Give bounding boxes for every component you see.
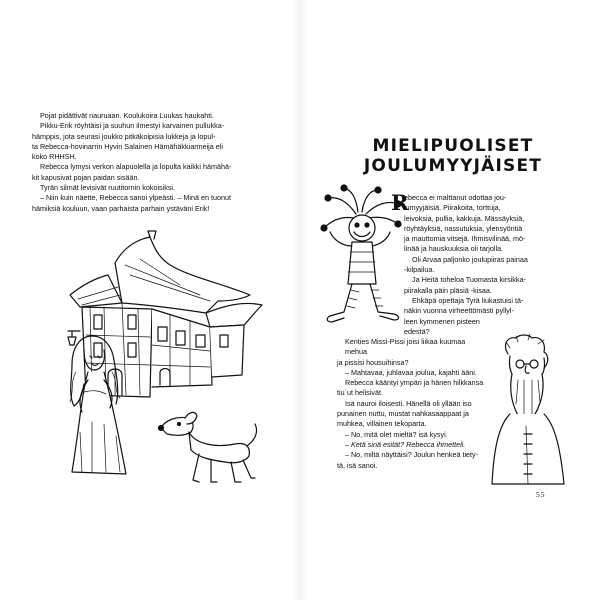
page-number: 55 xyxy=(536,490,546,499)
paragraph-line: linää ja hauskuuksia oli tarjolla. xyxy=(404,244,504,254)
long-haired-girl-drawing xyxy=(62,332,142,482)
paragraph-line: edestä? xyxy=(404,326,430,336)
paragraph-line: piirakalla päin pläsiä -kisaa. xyxy=(404,285,492,295)
paragraph-line: ebecca ei malttanut odottaa jou- xyxy=(404,193,507,202)
dog-drawing xyxy=(155,410,265,490)
paragraph-line: Ehkäpä opettaja Tyrä liukastuisi tä- xyxy=(412,295,524,305)
chapter-title xyxy=(348,136,558,176)
paragraph-line: hämppis, jota seurasi joukko pitkäkoipisia lukkeja ja lopul- xyxy=(32,131,216,141)
paragraph-line: tä, isä sanoi. xyxy=(337,460,378,470)
paragraph-line: – No, miltä näyttäisi? Joulun henkeä tiety- xyxy=(345,450,479,460)
paragraph-line: Rebecca kääntyi ympäri ja hänen hilkkansa xyxy=(345,378,484,388)
paragraph-line: -kilpailua. xyxy=(404,265,435,275)
paragraph-line: leivoksia, pullia, kakkuja. Mässäyksiä, xyxy=(404,213,525,223)
paragraph-line: ta Rebecca-hovinarrin Hyvin Salainen Hämähäkkiarmeija eli xyxy=(32,141,223,151)
paragraph-line: ja mauttomia vitsejä. Ihmisvilinää, mö- xyxy=(404,234,526,244)
paragraph-line: muhkea, villainen tekoparta. xyxy=(337,419,427,429)
chapter-title-line: MIELIPUOLISET xyxy=(372,136,534,156)
paragraph-line: Pikku-Erik röyhtäisi ja suuhun ilmestyi karvainen pullukka- xyxy=(40,121,225,131)
paragraph-line: – No, mitä olet mieltä? isä kysyi. xyxy=(345,429,448,439)
paragraph-line: Ja Heitä toheloa Tuomasta kirsikka- xyxy=(412,275,526,285)
paragraph-line: lumyyjäisiä. Piirakoita, torttuja, xyxy=(404,203,501,213)
paragraph-line: näkin vuonna virheettömästi pyllyl- xyxy=(404,306,514,316)
paragraph-line: punainen nuttu, mustat nahkasaappaat ja xyxy=(337,409,469,419)
paragraph-line: koko RHHSH. xyxy=(32,152,77,162)
paragraph-line: Oli Arvaa paljonko joulupiiras painaa xyxy=(412,254,528,264)
right-page-column-bottom xyxy=(337,337,489,471)
paragraph-line: Pojat pidättivät nauruaan. Koulukoira Luukas haukahti. xyxy=(40,111,214,120)
paragraph-line: – Mahtavaa, juhlavaa joulua, kajahti ääni. xyxy=(345,367,477,377)
paragraph-line: kit kapusivat pojan paidan sisään. xyxy=(32,172,140,182)
left-page-text xyxy=(32,111,274,214)
paragraph-line: ja pissisi housuihinsa? xyxy=(337,357,409,367)
paragraph-line: – Niin kuin näette, Rebecca sanoi ylpeästi. – Minä en tuonut xyxy=(40,193,231,203)
paragraph-line: Kenties Missi-Pissi joisi liikaa kuumaa mehua xyxy=(345,337,466,357)
paragraph-line: röyhtäyksiä, nassutuksia, ylensyöntiä xyxy=(404,223,523,233)
paragraph-line: hämiksiä kouluun, vaan parhaista parhain ystäväni Erik! xyxy=(32,203,210,213)
paragraph-line: Isä nauroi iloisesti. Hänellä oli yllään iso xyxy=(345,398,472,408)
bearded-father-drawing xyxy=(488,334,568,484)
paragraph-line: leen kymmenen pisteen xyxy=(404,316,480,326)
chapter-title-line: JOULUMYYJÄISET xyxy=(363,156,543,176)
paragraph-line: Rebecca lymysi verkon alapuolella ja lopulta kaikki hämähä- xyxy=(40,162,232,172)
paragraph-line: Tyrän silmät levisivät ruutitornin kokoisiksi. xyxy=(40,183,176,193)
right-page-column-top xyxy=(391,190,554,337)
dropcap-letter: R xyxy=(391,190,409,215)
paragraph-line: tiu´ut helisivät. xyxy=(337,388,383,398)
paragraph-line: – Ketä sinä esität? Rebecca ihmetteli. xyxy=(345,439,466,449)
